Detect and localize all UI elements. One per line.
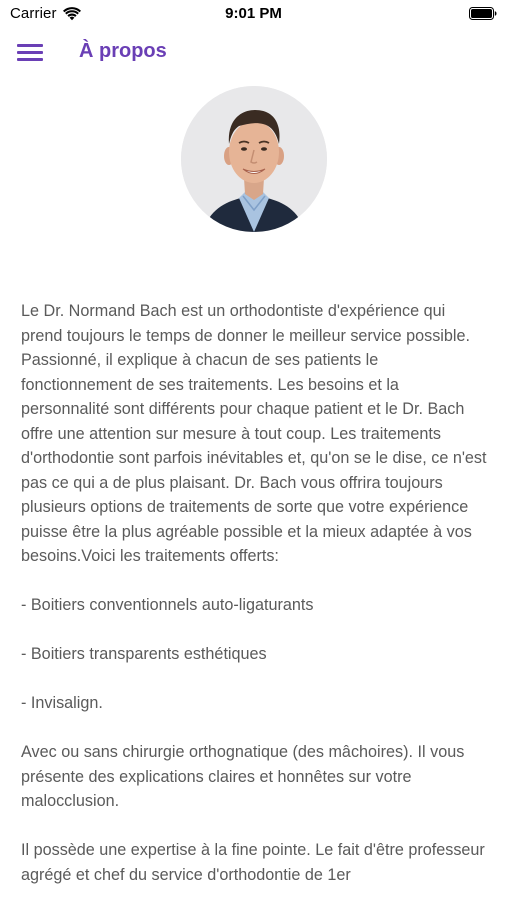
expertise-paragraph: Il possède une expertise à la fine pointe. Le fait d'être professeur agrégé et chef du service d'orthodontie de 1er	[21, 841, 485, 884]
treatment-item: - Boitiers transparents esthétiques	[21, 645, 267, 663]
surgery-paragraph: Avec ou sans chirurgie orthognatique (des mâchoires). Il vous présente des explications claires et honnêtes sur votre malocclusion.	[21, 743, 465, 810]
battery-icon	[469, 7, 497, 20]
status-bar	[0, 0, 507, 30]
menu-line	[17, 44, 43, 47]
treatment-item: - Boitiers conventionnels auto-ligaturants	[21, 596, 314, 614]
doctor-avatar	[181, 86, 327, 232]
hamburger-menu-icon[interactable]	[14, 38, 46, 66]
about-content	[21, 299, 491, 900]
intro-paragraph: Le Dr. Normand Bach est un orthodontiste d'expérience qui prend toujours le temps de donner le meilleur service possible. Passionné, il explique à chacun de ses patients le fonctionnement de ses traitements. Les besoins et la personnalité sont différents pour chaque patient et le Dr. Bach offre une attention sur mesure à tout coup. Les traitements d'orthodontie sont parfois inévitables et, qu'on se le dise, ce n'est pas ce qui a de plus plaisant. Dr. Bach vous offrira toujours plusieurs options de traitements de sorte que votre expérience puisse être la plus agréable possible et la mieux adaptée à vos besoins.Voici les traitements offerts:	[21, 302, 487, 565]
status-time: 9:01 PM	[225, 5, 282, 22]
carrier-label: Carrier	[10, 5, 57, 22]
treatment-item: - Invisalign.	[21, 694, 103, 712]
menu-line	[17, 51, 43, 54]
navigation-bar	[0, 30, 507, 74]
menu-line	[17, 58, 43, 61]
page-title: À propos	[79, 40, 167, 62]
doctor-portrait	[181, 86, 327, 232]
